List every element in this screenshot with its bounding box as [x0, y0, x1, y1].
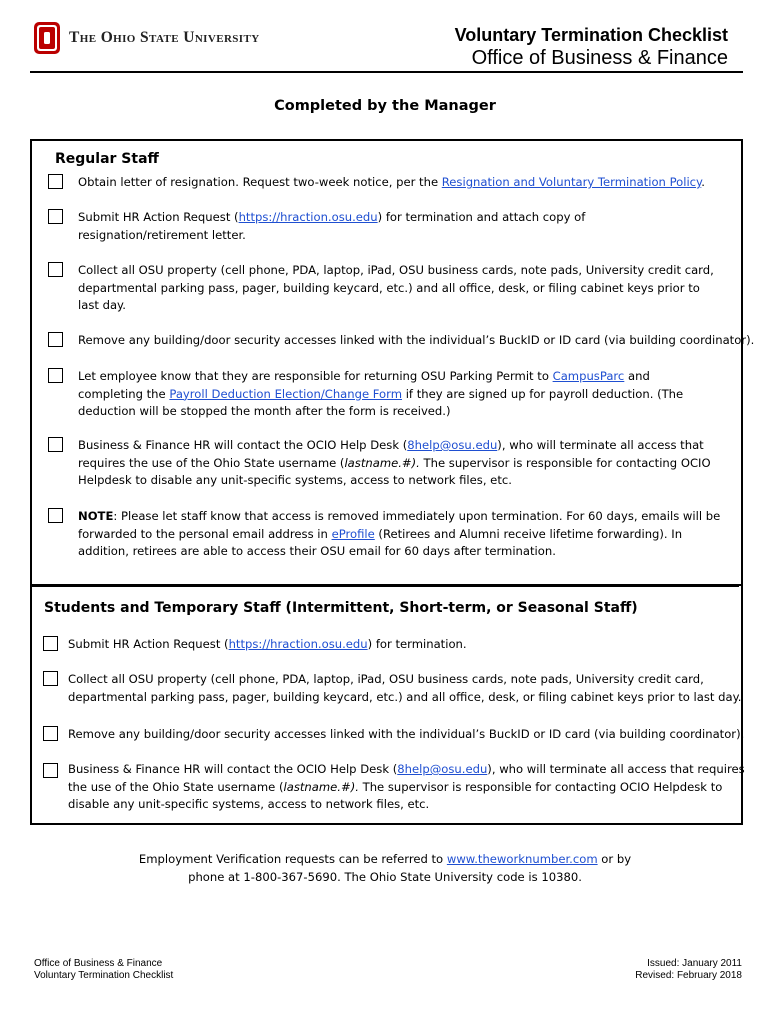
- logo-text: The Ohio State University: [69, 29, 260, 46]
- students-title: Students and Temporary Staff (Intermittent, Short-term, or Seasonal Staff): [44, 600, 638, 616]
- checkbox-regular-1[interactable]: [48, 174, 63, 189]
- students-item-3: Remove any building/door security accesses linked with the individual’s BuckID or ID card (via building coordinator).: [68, 727, 745, 741]
- checkbox-students-1[interactable]: [43, 636, 58, 651]
- campusparc-link[interactable]: CampusParc: [552, 369, 625, 383]
- payroll-form-link[interactable]: Payroll Deduction Election/Change Form: [169, 386, 403, 401]
- completed-by-heading: Completed by the Manager: [274, 98, 496, 114]
- students-item-4: Business & Finance HR will contact the OCIO Help Desk (8help@osu.edu), who will terminate all access that requires the use of the Ohio State username (lastname.#). The supervisor is responsible for contacting OCIO Helpdesk to disable any unit-specific systems, access to network files, etc.: [68, 762, 745, 811]
- hraction-link[interactable]: https://hraction.osu.edu: [238, 210, 378, 224]
- regular-staff-title: Regular Staff: [55, 151, 159, 167]
- checkbox-regular-7[interactable]: [48, 508, 63, 523]
- regular-item-5: Let employee know that they are responsible for returning OSU Parking Permit to CampusParc and completing the Payroll Deduction Election/Change Form if they are signed up for payroll deduction. (The deduction will be stopped the month after the form is received.): [78, 369, 684, 418]
- document-title: Voluntary Termination Checklist: [454, 25, 728, 45]
- header-titles: [455, 24, 728, 70]
- students-item-1: Submit HR Action Request (https://hraction.osu.edu) for termination.: [68, 637, 467, 651]
- hraction-link-students[interactable]: https://hraction.osu.edu: [228, 637, 368, 651]
- eprofile-link[interactable]: eProfile: [331, 526, 375, 541]
- regular-item-6: Business & Finance HR will contact the OCIO Help Desk (8help@osu.edu), who will terminate all access that requires the use of the Ohio State username (lastname.#). The supervisor is responsible for contacting OCIO Helpdesk to disable any unit-specific systems, access to network files, etc.: [78, 438, 711, 487]
- regular-item-3: Collect all OSU property (cell phone, PDA, laptop, iPad, OSU business cards, note pads, University credit card, departmental parking pass, pager, building keycard, etc.) and all office, desk, or filing cabinet keys prior to last day.: [78, 263, 714, 312]
- checkbox-regular-3[interactable]: [48, 262, 63, 277]
- checkbox-students-4[interactable]: [43, 763, 58, 778]
- office-name: Office of Business & Finance: [471, 47, 728, 69]
- employment-verification-note: Employment Verification requests can be referred to www.theworknumber.com or by phone at 1-800-367-5690. The Ohio State University code is 10380.: [138, 852, 632, 884]
- regular-item-1: Obtain letter of resignation. Request two-week notice, per the Resignation and Voluntary Termination Policy.: [78, 175, 705, 189]
- policy-link[interactable]: Resignation and Voluntary Termination Policy: [441, 175, 702, 189]
- checkbox-regular-2[interactable]: [48, 209, 63, 224]
- checkbox-students-3[interactable]: [43, 726, 58, 741]
- header-divider: [30, 71, 743, 73]
- students-item-2: Collect all OSU property (cell phone, PDA, laptop, iPad, OSU business cards, note pads, University credit card, departmental parking pass, pager, building keycard, etc.) and all office, desk, or filing cabinet keys prior to last day.: [68, 672, 742, 704]
- theworknumber-link[interactable]: www.theworknumber.com: [446, 852, 598, 866]
- footer-left: Office of Business & Finance Voluntary Termination Checklist: [34, 958, 174, 981]
- checkbox-students-2[interactable]: [43, 671, 58, 686]
- help-email-link-students[interactable]: 8help@osu.edu: [397, 762, 488, 776]
- footer-right: Issued: January 2011 Revised: February 2018: [635, 958, 742, 981]
- checkbox-regular-6[interactable]: [48, 437, 63, 452]
- checkbox-regular-4[interactable]: [48, 332, 63, 347]
- regular-item-4: Remove any building/door security accesses linked with the individual’s BuckID or ID card (via building coordinator).: [78, 333, 755, 347]
- checkbox-regular-5[interactable]: [48, 368, 63, 383]
- university-logo: [34, 22, 260, 54]
- block-o-logo-icon: [34, 22, 60, 54]
- help-email-link[interactable]: 8help@osu.edu: [407, 438, 498, 452]
- regular-item-2: Submit HR Action Request (https://hraction.osu.edu) for termination and attach copy of resignation/retirement letter.: [78, 210, 586, 242]
- regular-item-7-note: NOTE: Please let staff know that access is removed immediately upon termination. For 60 days, emails will be forwarded to the personal email address in eProfile (Retirees and Alumni receive lifetime forwarding). In addition, retirees are able to access their OSU email for 60 days after termination.: [78, 509, 721, 558]
